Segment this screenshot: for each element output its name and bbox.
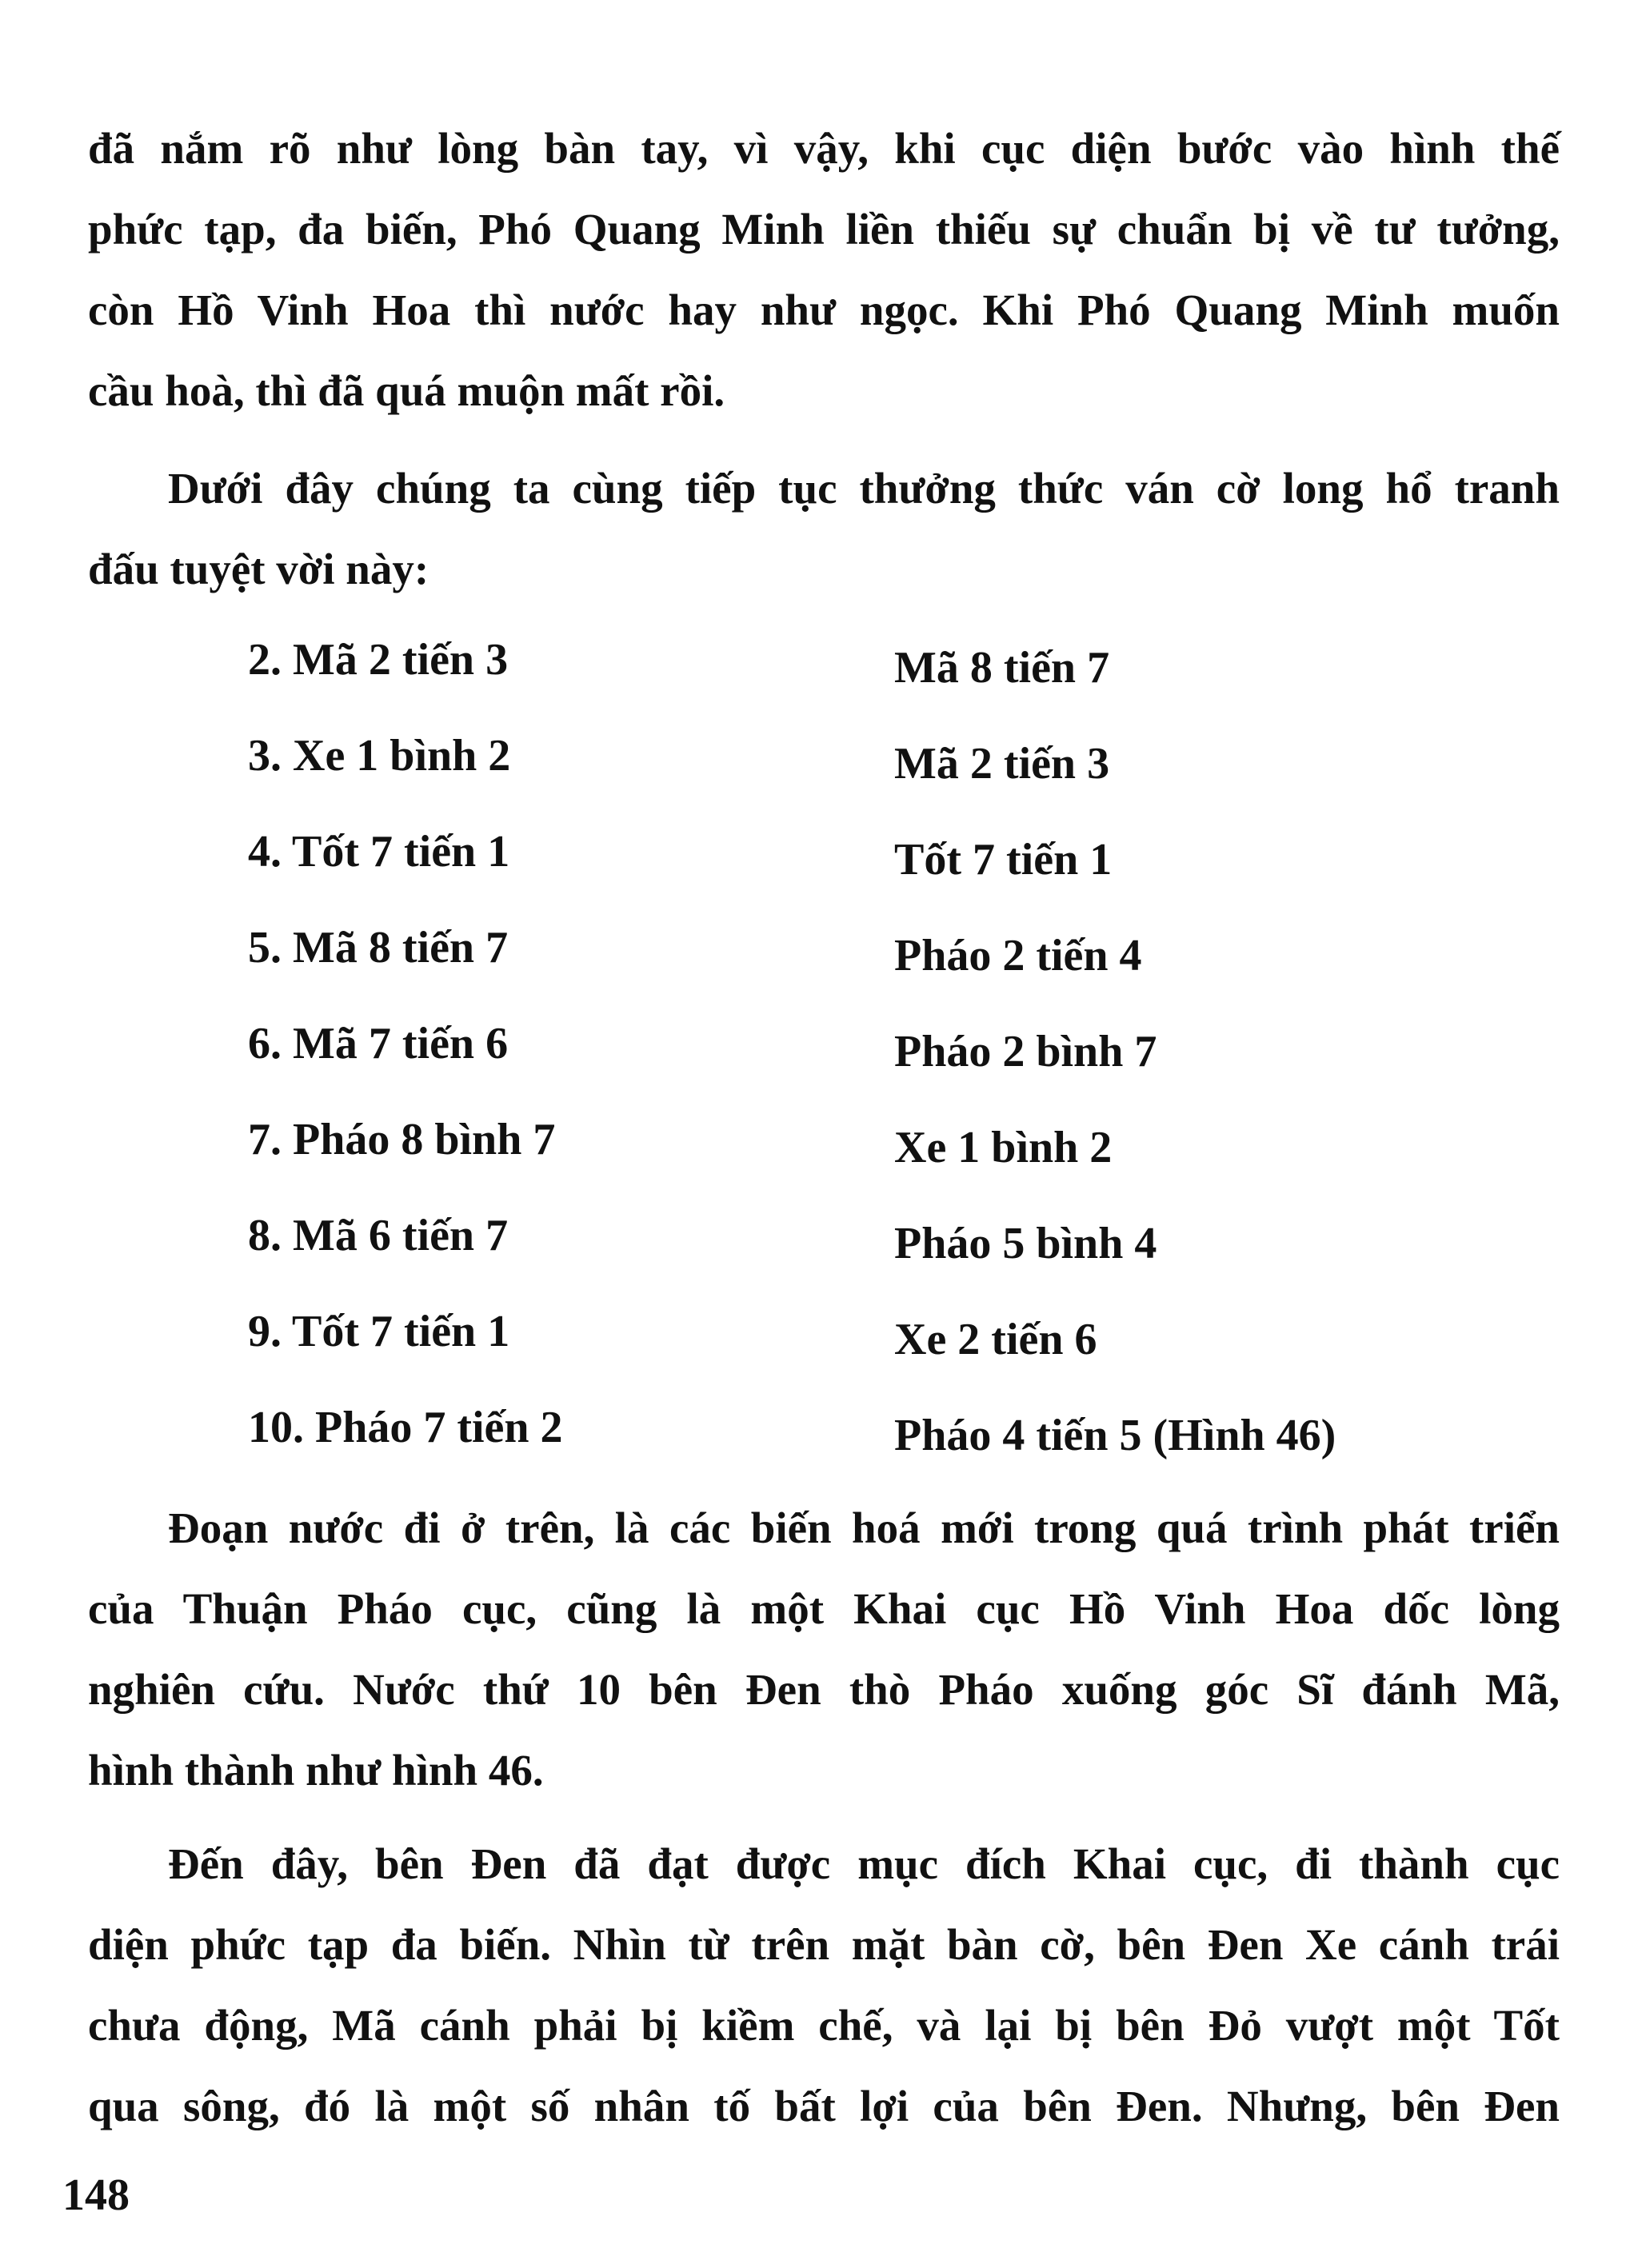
black-move: Mã 2 tiến 3 xyxy=(894,739,1110,789)
red-move: 6. Mã 7 tiến 6 xyxy=(248,1019,509,1068)
move-row xyxy=(0,620,1638,716)
move-row xyxy=(0,812,1638,908)
move-row xyxy=(0,1388,1638,1483)
paragraph-2 xyxy=(88,448,1560,609)
move-row xyxy=(0,1004,1638,1100)
text-line: Đến đây, bên Đen đã đạt được mục đích Khai cục, đi thành cục xyxy=(168,1839,1560,1888)
red-move: 7. Pháo 8 bình 7 xyxy=(248,1115,556,1164)
text-line: diện phức tạp đa biến. Nhìn từ trên mặt bàn cờ, bên Đen Xe cánh trái xyxy=(88,1920,1560,1969)
red-move: 2. Mã 2 tiến 3 xyxy=(248,635,509,685)
move-row xyxy=(0,1196,1638,1292)
black-move: Pháo 5 bình 4 xyxy=(894,1219,1157,1268)
black-move: Mã 8 tiến 7 xyxy=(894,643,1110,693)
black-move: Tốt 7 tiến 1 xyxy=(894,835,1113,884)
text-line: đã nắm rõ như lòng bàn tay, vì vậy, khi cục diện bước vào hình thế xyxy=(88,124,1560,173)
text-line: của Thuận Pháo cục, cũng là một Khai cục Hồ Vinh Hoa dốc lòng xyxy=(88,1584,1560,1633)
move-row xyxy=(0,716,1638,812)
red-move: 10. Pháo 7 tiến 2 xyxy=(248,1403,563,1452)
move-row xyxy=(0,1100,1638,1196)
text-line: nghiên cứu. Nước thứ 10 bên Đen thò Pháo xuống góc Sĩ đánh Mã, xyxy=(88,1665,1560,1714)
black-move: Pháo 2 tiến 4 xyxy=(894,931,1142,980)
red-move: 5. Mã 8 tiến 7 xyxy=(248,923,509,972)
black-move: Pháo 2 bình 7 xyxy=(894,1027,1157,1076)
paragraph-3 xyxy=(88,1487,1560,1811)
text-line: cầu hoà, thì đã quá muộn mất rồi. xyxy=(88,366,725,415)
text-line: hình thành như hình 46. xyxy=(88,1746,544,1795)
text-line: đấu tuyệt vời này: xyxy=(88,545,429,593)
text-line: chưa động, Mã cánh phải bị kiềm chế, và lại bị bên Đỏ vượt một Tốt xyxy=(88,2001,1560,2050)
move-row xyxy=(0,908,1638,1004)
red-move: 3. Xe 1 bình 2 xyxy=(248,731,511,781)
text-line: qua sông, đó là một số nhân tố bất lợi của bên Đen. Nhưng, bên Đen xyxy=(88,2082,1560,2130)
red-move: 8. Mã 6 tiến 7 xyxy=(248,1211,509,1260)
text-line: còn Hồ Vinh Hoa thì nước hay như ngọc. Khi Phó Quang Minh muốn xyxy=(88,285,1560,334)
move-row xyxy=(0,1292,1638,1388)
red-move: 9. Tốt 7 tiến 1 xyxy=(248,1307,510,1356)
black-move: Xe 1 bình 2 xyxy=(894,1123,1113,1172)
red-move: 4. Tốt 7 tiến 1 xyxy=(248,827,510,876)
black-move: Pháo 4 tiến 5 (Hình 46) xyxy=(894,1411,1336,1460)
text-line: phức tạp, đa biến, Phó Quang Minh liền thiếu sự chuẩn bị về tư tưởng, xyxy=(88,205,1560,254)
black-move: Xe 2 tiến 6 xyxy=(894,1315,1097,1364)
paragraph-1 xyxy=(88,108,1560,431)
text-line: Đoạn nước đi ở trên, là các biến hoá mới trong quá trình phát triển xyxy=(168,1503,1560,1552)
page-number: 148 xyxy=(62,2170,130,2220)
move-list xyxy=(0,620,1638,1483)
paragraph-4 xyxy=(88,1823,1560,2146)
text-line: Dưới đây chúng ta cùng tiếp tục thưởng thức ván cờ long hổ tranh xyxy=(168,464,1560,513)
